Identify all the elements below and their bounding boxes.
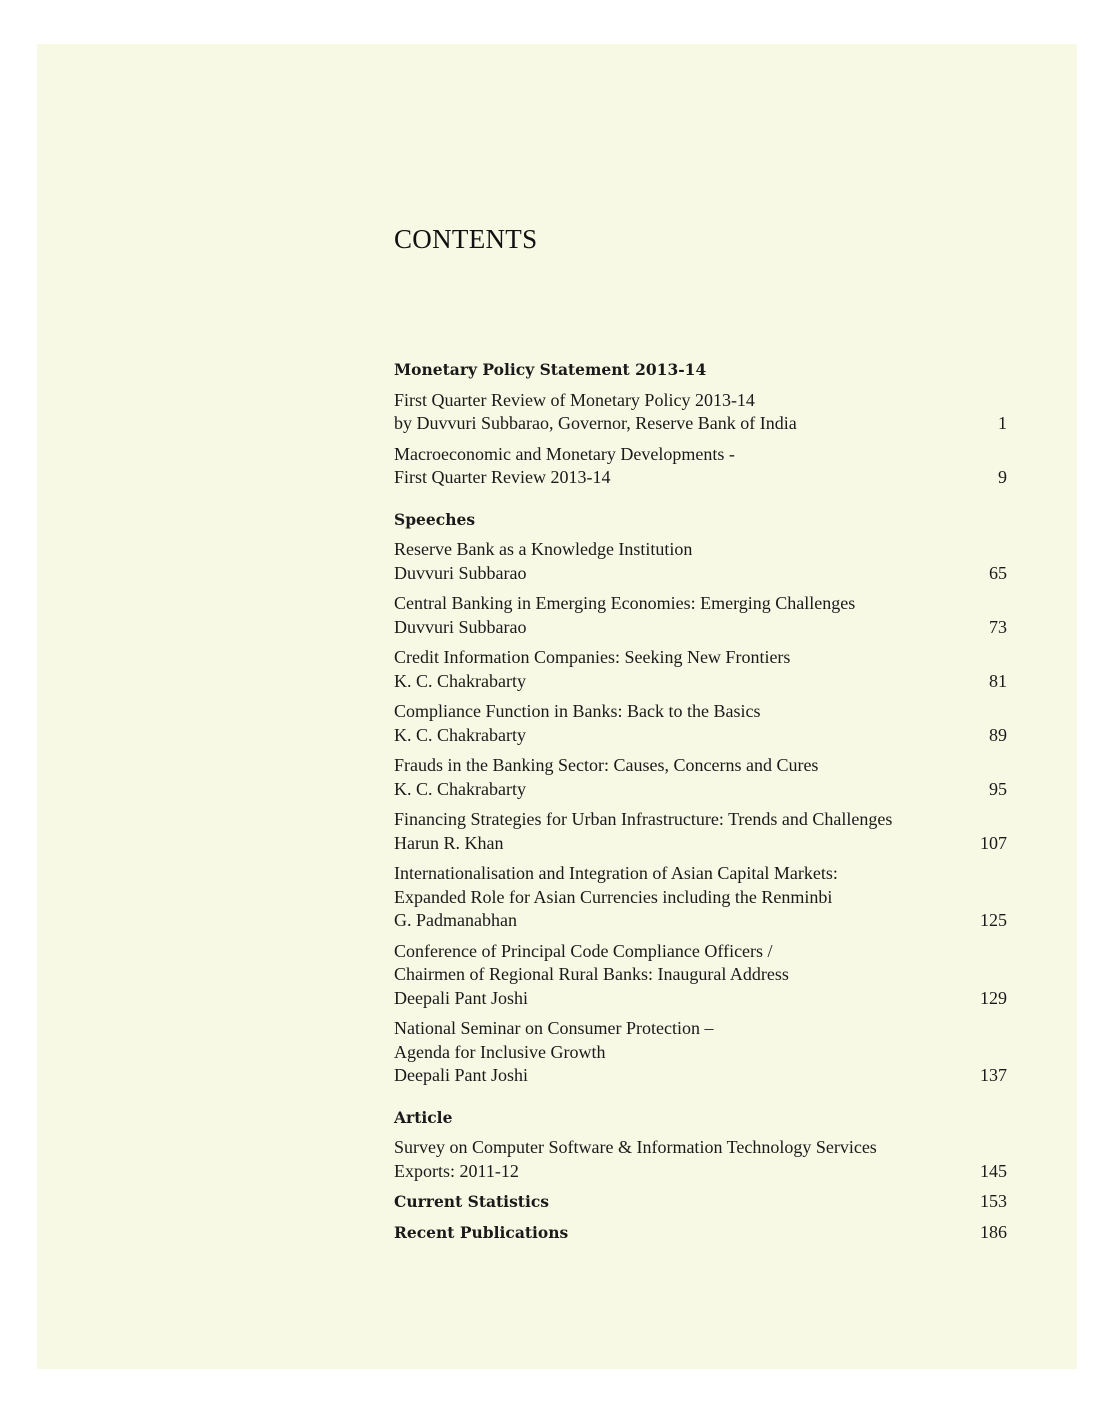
toc-entry[interactable] <box>394 754 1007 801</box>
entry-line: K. C. Chakrabarty <box>394 778 526 799</box>
page-number: 81 <box>989 670 1007 691</box>
page-background <box>37 44 1077 1369</box>
entry-line: Reserve Bank as a Knowledge Institution <box>394 539 693 559</box>
entry-line: Harun R. Khan <box>394 832 504 853</box>
entry-line: First Quarter Review 2013-14 <box>394 467 611 487</box>
entry-line: Macroeconomic and Monetary Developments - <box>394 443 735 464</box>
table-of-contents <box>394 358 1007 1251</box>
page-number: 186 <box>980 1221 1007 1242</box>
page-number: 1 <box>998 413 1007 433</box>
toc-entry[interactable] <box>394 538 1007 585</box>
entry-line: Agenda for Inclusive Growth <box>394 1041 606 1062</box>
entry-label: Current Statistics <box>394 1192 550 1211</box>
page-number: 89 <box>989 724 1007 745</box>
toc-entry[interactable] <box>394 700 1007 747</box>
toc-entry[interactable] <box>394 808 1007 855</box>
page-number: 73 <box>989 616 1007 637</box>
toc-entry[interactable] <box>394 940 1007 1011</box>
page-number: 9 <box>998 467 1007 487</box>
toc-entry[interactable] <box>394 389 1007 436</box>
entry-line: Compliance Function in Banks: Back to the Basics <box>394 701 761 721</box>
entry-line: Duvvuri Subbarao <box>394 616 527 637</box>
entry-line: Chairmen of Regional Rural Banks: Inaugural Address <box>394 964 789 984</box>
page-number: 137 <box>980 1065 1007 1085</box>
section-heading: Monetary Policy Statement 2013-14 <box>394 360 707 379</box>
page-title: CONTENTS <box>394 224 538 254</box>
entry-line: K. C. Chakrabarty <box>394 724 526 745</box>
entry-line: National Seminar on Consumer Protection – <box>394 1018 714 1038</box>
entry-line: Deepali Pant Joshi <box>394 1065 528 1085</box>
entry-label: Recent Publications <box>394 1222 569 1242</box>
page-number: 129 <box>980 987 1007 1008</box>
toc-entry[interactable] <box>394 1017 1007 1088</box>
entry-line: Deepali Pant Joshi <box>394 987 528 1008</box>
toc-entry[interactable] <box>394 1136 1007 1183</box>
entry-line: Conference of Principal Code Compliance Officers / <box>394 940 773 961</box>
page-number: 145 <box>980 1160 1007 1181</box>
page-number: 107 <box>980 832 1007 853</box>
page-number: 65 <box>989 562 1007 583</box>
toc-entry[interactable] <box>394 646 1007 693</box>
section-heading: Article <box>394 1107 453 1127</box>
page-number: 95 <box>989 778 1007 799</box>
entry-line: by Duvvuri Subbarao, Governor, Reserve Bank of India <box>394 413 797 433</box>
entry-line: Internationalisation and Integration of Asian Capital Markets: <box>394 863 838 883</box>
toc-entry[interactable] <box>394 443 1007 490</box>
entry-line: Financing Strategies for Urban Infrastructure: Trends and Challenges <box>394 809 893 829</box>
entry-line: Exports: 2011-12 <box>394 1160 519 1181</box>
entry-line: Central Banking in Emerging Economies: Emerging Challenges <box>394 593 856 613</box>
toc-entry[interactable] <box>394 862 1007 933</box>
entry-line: Credit Information Companies: Seeking New Frontiers <box>394 647 791 667</box>
entry-line: Survey on Computer Software & Information Technology Services <box>394 1137 877 1157</box>
entry-line: G. Padmanabhan <box>394 910 517 930</box>
toc-entry-bold[interactable] <box>394 1221 1007 1245</box>
page-number: 153 <box>980 1191 1007 1211</box>
entry-line: First Quarter Review of Monetary Policy 2013-14 <box>394 389 755 410</box>
toc-entry-bold[interactable] <box>394 1190 1007 1214</box>
page-number: 125 <box>980 910 1007 930</box>
entry-line: K. C. Chakrabarty <box>394 670 526 691</box>
section-heading: Speeches <box>394 509 476 529</box>
entry-line: Expanded Role for Asian Currencies including the Renminbi <box>394 886 833 907</box>
toc-entry[interactable] <box>394 592 1007 639</box>
entry-line: Frauds in the Banking Sector: Causes, Concerns and Cures <box>394 755 819 775</box>
entry-line: Duvvuri Subbarao <box>394 562 527 583</box>
